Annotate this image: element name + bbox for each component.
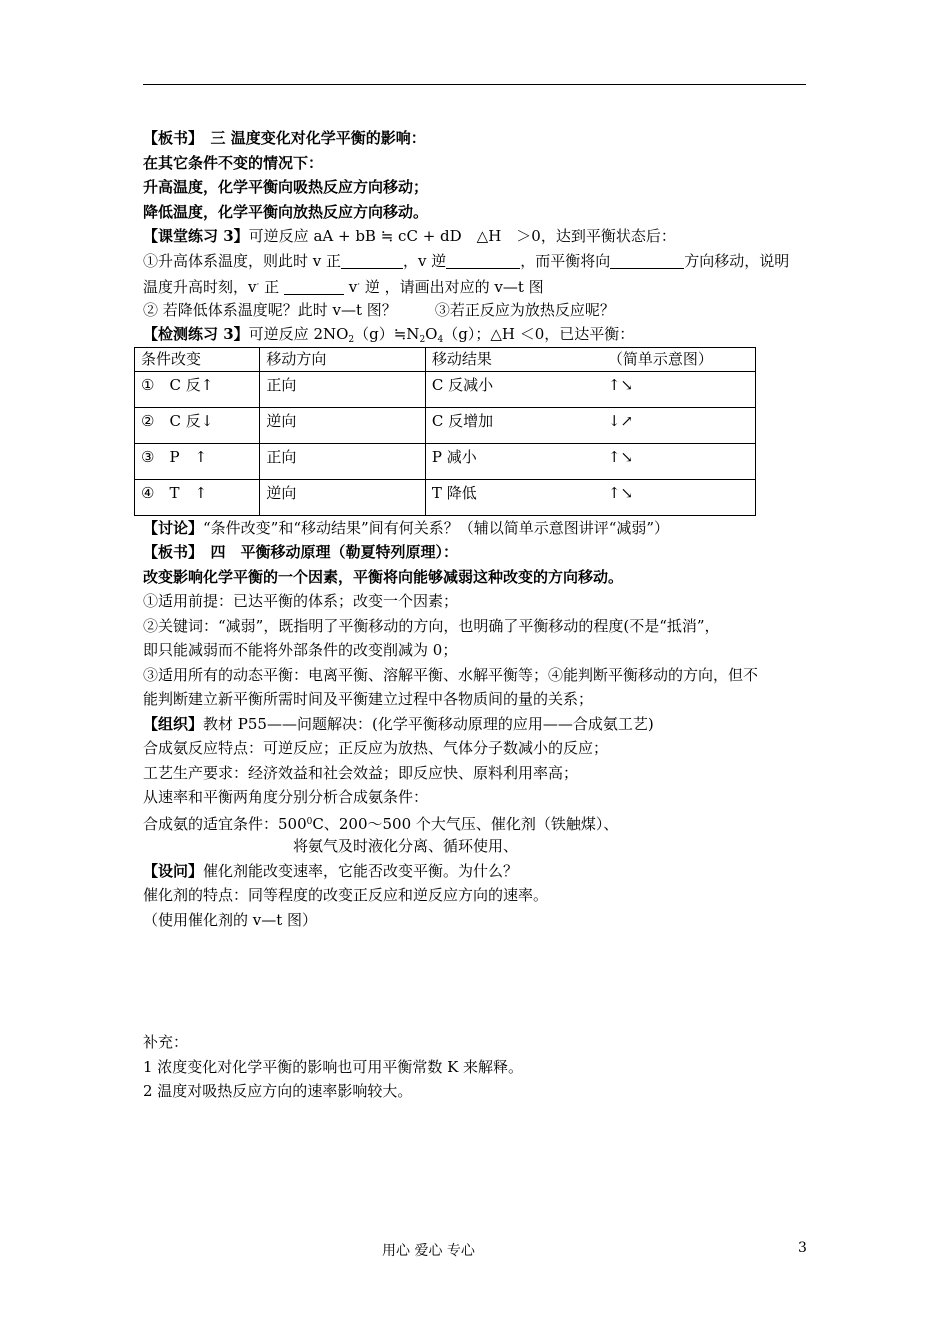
- q1-part: ，而平衡将向: [520, 251, 611, 270]
- question-heading: [143, 859, 808, 884]
- arrow-sketch: ↓↗: [607, 411, 634, 430]
- principle-statement: 改变影响化学平衡的一个因素，平衡将向能够减弱这种改变的方向移动。: [143, 567, 624, 586]
- question-tag: 【设问】: [143, 861, 204, 880]
- arrow-sketch: ↑↘: [607, 375, 634, 394]
- supplement-line: 2 温度对吸热反应方向的速率影响较大。: [143, 1082, 413, 1100]
- question-line: （使用催化剂的 v—t 图）: [143, 910, 318, 929]
- subscript: 2: [348, 335, 355, 345]
- table-header-cell: [425, 347, 755, 371]
- principle-point: 即只能减弱而不能将外部条件的改变削减为 0；: [143, 641, 458, 659]
- table-cell: [425, 479, 755, 515]
- q1-part: ，v 逆: [403, 251, 447, 270]
- table-cell: 正向: [260, 371, 426, 407]
- section3-line: 降低温度，化学平衡向放热反应方向移动。: [143, 202, 429, 221]
- document-body: [143, 126, 808, 1104]
- table-row: [135, 371, 756, 407]
- answer-blank[interactable]: [446, 252, 520, 269]
- principle-point: ③适用所有的动态平衡：电离平衡、溶解平衡、水解平衡等；④能判断平衡移动的方向，但不: [143, 665, 759, 684]
- table-cell: 逆向: [260, 479, 426, 515]
- arrow-sketch: ↑↘: [607, 447, 634, 466]
- table-cell: 逆向: [260, 407, 426, 443]
- page-footer: [0, 1240, 950, 1262]
- q1-part: 正: [264, 278, 280, 296]
- answer-blank[interactable]: [284, 278, 344, 295]
- ammonia-conditions-cont: 将氨气及时液化分离、循环使用、: [293, 837, 519, 855]
- header-text: 移动结果: [431, 349, 492, 368]
- result-text: P 减小: [431, 447, 477, 466]
- practice3-heading: [143, 224, 808, 249]
- section4-heading: [143, 540, 808, 565]
- answer-blank[interactable]: [341, 252, 403, 269]
- question-text: 催化剂能改变速率，它能否改变平衡。为什么？: [203, 861, 519, 880]
- subscript: 4: [437, 335, 444, 345]
- ammonia-conditions: [143, 810, 808, 835]
- principle-point: ②关键词：“减弱”，既指明了平衡移动的方向，也明确了平衡移动的程度(不是“抵消”，: [143, 616, 720, 635]
- check3-text: 可逆反应 2NO: [248, 325, 349, 343]
- check3-text: （g）≒N: [354, 325, 420, 343]
- q1-part: 温度升高时刻，v: [143, 278, 257, 296]
- supplement-title: 补充：: [143, 1033, 189, 1051]
- conditions-text: 合成氨的适宜条件：500: [143, 814, 307, 833]
- table-cell: 正向: [260, 443, 426, 479]
- practice3-q1: [143, 249, 808, 274]
- header-text: （简单示意图）: [607, 349, 713, 368]
- discussion-tag: 【讨论】: [143, 518, 204, 537]
- conditions-text: C、200～500 个大气压、催化剂（铁触煤）、: [312, 814, 619, 833]
- practice3-text: 可逆反应 aA + bB ≒ cC + dD △H ＞0，达到平衡状态后：: [248, 227, 676, 245]
- result-text: C 反增加: [431, 411, 494, 430]
- dot-mark: ·: [256, 280, 260, 290]
- table-cell: [425, 407, 755, 443]
- question-line: 催化剂的特点：同等程度的改变正反应和逆反应方向的速率。: [143, 886, 549, 904]
- table-row: [135, 443, 756, 479]
- check3-text: （g）；△H ＜0，已达平衡：: [443, 325, 635, 343]
- practice3-tag: 【课堂练习 3】: [143, 227, 249, 245]
- practice3-q1-line2: [143, 273, 808, 298]
- table-header-cell: 移动方向: [260, 347, 426, 371]
- table-row: [135, 407, 756, 443]
- q1-part: v: [348, 278, 358, 296]
- organize-tag: 【组织】: [143, 714, 204, 733]
- section3-title: 三 温度变化对化学平衡的影响：: [195, 129, 426, 147]
- q1-part: ①升高体系温度，则此时 v 正: [143, 251, 342, 270]
- table-cell: ④ T ↑: [135, 479, 260, 515]
- q3-text: ③若正反应为放热反应呢？: [434, 300, 615, 319]
- section3-tag: 【板书】: [143, 129, 196, 147]
- table-cell: ③ P ↑: [135, 443, 260, 479]
- answer-blank[interactable]: [610, 252, 684, 269]
- section4-title: 四 平衡移动原理（勒夏特列原理）：: [195, 543, 459, 561]
- footer-motto: 用心 爱心 专心: [382, 1243, 475, 1259]
- header-rule: [143, 84, 806, 85]
- arrow-sketch: ↑↘: [607, 483, 634, 502]
- superscript: 0: [306, 816, 313, 827]
- table-cell: ① C 反↑: [135, 371, 260, 407]
- practice3-q2-q3: [143, 298, 808, 323]
- principle-point: ①适用前提：已达平衡的体系；改变一个因素；: [143, 592, 459, 610]
- organize-line: 工艺生产要求：经济效益和社会效益；即反应快、原料利用率高；: [143, 763, 579, 782]
- check3-heading: [143, 322, 808, 347]
- check3-text: O: [425, 325, 438, 343]
- organize-line: 从速率和平衡两角度分别分析合成氨条件：: [143, 788, 429, 806]
- table-cell: [425, 371, 755, 407]
- q2-text: ② 若降低体系温度呢？此时 v—t 图？: [143, 300, 397, 319]
- section3-line: 升高温度，化学平衡向吸热反应方向移动；: [143, 178, 429, 196]
- organize-line: 合成氨反应特点：可逆反应；正反应为放热、气体分子数减小的反应；: [143, 739, 609, 757]
- table-row: [135, 479, 756, 515]
- table-cell: [425, 443, 755, 479]
- subscript: 2: [419, 335, 426, 345]
- check3-tag: 【检测练习 3】: [143, 325, 249, 343]
- table-header-row: [135, 347, 756, 371]
- equilibrium-table: [134, 347, 756, 516]
- result-text: C 反减小: [431, 375, 494, 394]
- organize-heading: [143, 712, 808, 737]
- supplement-line: 1 浓度变化对化学平衡的影响也可用平衡常数 K 来解释。: [143, 1057, 524, 1076]
- result-text: T 降低: [431, 483, 477, 502]
- page-number: 3: [798, 1240, 807, 1256]
- discussion: [143, 516, 808, 541]
- organize-text: 教材 P55——问题解决：(化学平衡移动原理的应用——合成氨工艺): [203, 714, 654, 733]
- discussion-text: “条件改变”和“移动结果”间有何关系？（辅以简单示意图讲评“减弱”）: [203, 518, 670, 537]
- table-cell: ② C 反↓: [135, 407, 260, 443]
- section4-tag: 【板书】: [143, 543, 196, 561]
- q1-part: 逆 ，请画出对应的 v—t 图: [364, 278, 544, 296]
- table-header-cell: 条件改变: [135, 347, 260, 371]
- dot-mark: ·: [357, 280, 361, 290]
- principle-point: 能判断建立新平衡所需时间及平衡建立过程中各物质间的量的关系；: [143, 690, 594, 708]
- q1-part: 方向移动，说明: [684, 251, 790, 270]
- section3-heading: [143, 126, 808, 151]
- section3-line: 在其它条件不变的情况下：: [143, 153, 324, 172]
